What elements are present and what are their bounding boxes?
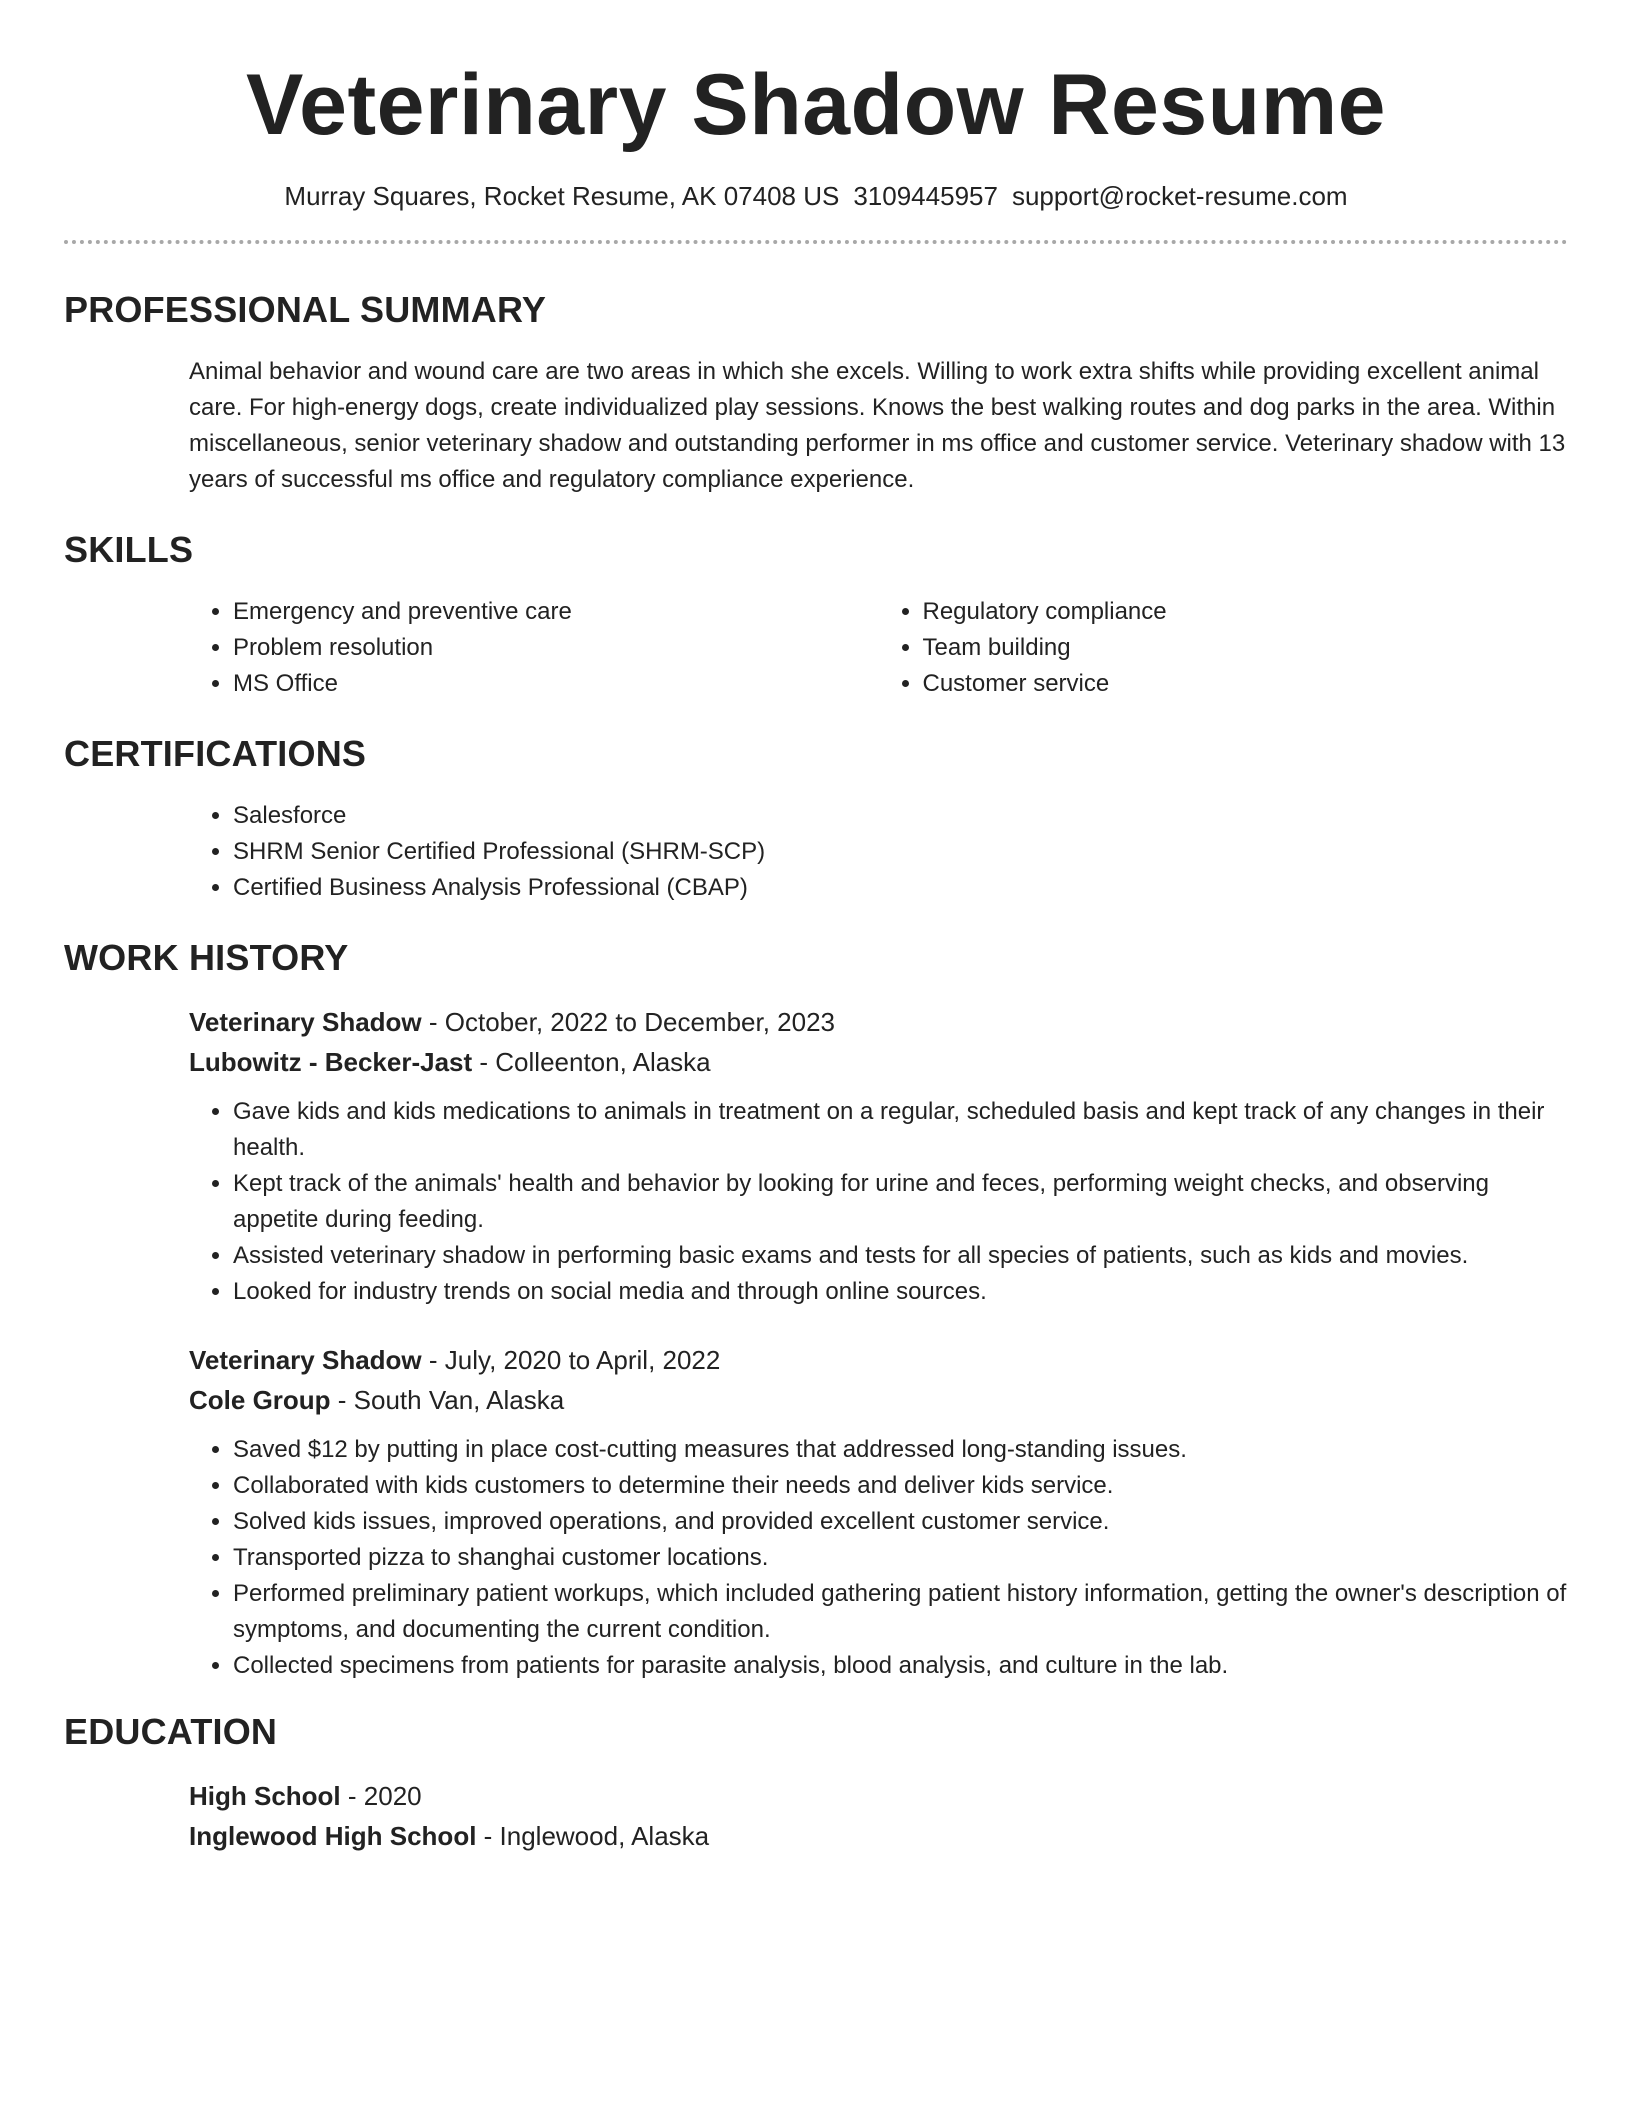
summary-section (64, 288, 1568, 498)
job-bullet: • Collected specimens from patients for parasite analysis, blood analysis, and culture in the lab. (233, 1648, 1568, 1684)
skills-list-right (879, 594, 1569, 702)
job-bullets (189, 1094, 1568, 1310)
job-dates: - July, 2020 to April, 2022 (421, 1345, 721, 1375)
education-school: Inglewood High School (189, 1821, 477, 1851)
education-degree-line (189, 1776, 1568, 1816)
job-company: Lubowitz - Becker-Jast (189, 1047, 473, 1077)
job-bullet: • Solved kids issues, improved operations, and provided excellent customer service. (233, 1504, 1568, 1540)
skills-grid (189, 594, 1568, 702)
certifications-section (64, 732, 1568, 906)
certification-item: • SHRM Senior Certified Professional (SHRM-SCP) (233, 834, 1568, 870)
job-bullet: • Transported pizza to shanghai customer locations. (233, 1540, 1568, 1576)
work-history-body (64, 1002, 1568, 1684)
job-company: Cole Group (189, 1385, 331, 1415)
job-location: - South Van, Alaska (330, 1385, 565, 1415)
education-location: - Inglewood, Alaska (476, 1821, 710, 1851)
skill-item: • MS Office (233, 666, 879, 702)
summary-heading: PROFESSIONAL SUMMARY (64, 289, 547, 330)
summary-body (64, 354, 1568, 498)
job-bullet: • Gave kids and kids medications to animals in treatment on a regular, scheduled basis and kept track of any changes in their health. (233, 1094, 1568, 1166)
education-school-line (189, 1816, 1568, 1856)
job-bullets (189, 1432, 1568, 1684)
job-bullet: • Kept track of the animals' health and behavior by looking for urine and feces, performing weight checks, and observing appetite during feeding. (233, 1166, 1568, 1238)
job-company-line (189, 1042, 1568, 1082)
job-bullet: • Looked for industry trends on social media and through online sources. (233, 1274, 1568, 1310)
certification-item: • Certified Business Analysis Professional (CBAP) (233, 870, 1568, 906)
skills-heading: SKILLS (64, 529, 194, 570)
work-history-section (64, 936, 1568, 1684)
skill-item: • Problem resolution (233, 630, 879, 666)
certifications-body (64, 798, 1568, 906)
skill-item: • Emergency and preventive care (233, 594, 879, 630)
job-bullet: • Assisted veterinary shadow in performing basic exams and tests for all species of patients, such as kids and movies. (233, 1238, 1568, 1274)
contact-phone: 3109445957 (853, 181, 998, 211)
skill-item: • Team building (923, 630, 1569, 666)
skills-list-left (189, 594, 879, 702)
education-body (64, 1776, 1568, 1856)
job-title: Veterinary Shadow (189, 1345, 422, 1375)
certification-item: • Salesforce (233, 798, 1568, 834)
job-title-line (189, 1002, 1568, 1042)
job-bullet: • Performed preliminary patient workups, which included gathering patient history information, getting the owner's description of symptoms, and documenting the current condition. (233, 1576, 1568, 1648)
education-year: - 2020 (340, 1781, 422, 1811)
job-location: - Colleenton, Alaska (472, 1047, 711, 1077)
education-heading: EDUCATION (64, 1711, 278, 1752)
job-title: Veterinary Shadow (189, 1007, 422, 1037)
education-degree: High School (189, 1781, 341, 1811)
contact-line (64, 178, 1568, 214)
contact-address: Murray Squares, Rocket Resume, AK 07408 US (284, 181, 840, 211)
education-section (64, 1710, 1568, 1856)
contact-email: support@rocket-resume.com (1011, 181, 1348, 211)
skill-item: • Customer service (923, 666, 1569, 702)
job-entry (189, 1340, 1568, 1684)
job-title-line (189, 1340, 1568, 1380)
skill-item: • Regulatory compliance (923, 594, 1569, 630)
job-bullet: • Collaborated with kids customers to determine their needs and deliver kids service. (233, 1468, 1568, 1504)
certifications-heading: CERTIFICATIONS (64, 733, 367, 774)
skills-body (64, 594, 1568, 702)
job-company-line (189, 1380, 1568, 1420)
work-history-heading: WORK HISTORY (64, 937, 349, 978)
summary-text: Animal behavior and wound care are two areas in which she excels. Willing to work extra shifts while providing excellent animal care. For high-energy dogs, create individualized play sessions. Knows the best walking routes and dog parks in the area. Within miscellaneous, senior veterinary shadow and outstanding performer in ms office and customer service. Veterinary shadow with 13 years of successful ms office and regulatory compliance experience. (189, 358, 1566, 493)
job-bullet: • Saved $12 by putting in place cost-cutting measures that addressed long-standing issues. (233, 1432, 1568, 1468)
header-divider (64, 240, 1568, 244)
job-dates: - October, 2022 to December, 2023 (421, 1007, 836, 1037)
skills-section (64, 528, 1568, 702)
certifications-list (189, 798, 1568, 906)
resume-title: Veterinary Shadow Resume (246, 57, 1386, 153)
job-entry (189, 1002, 1568, 1310)
